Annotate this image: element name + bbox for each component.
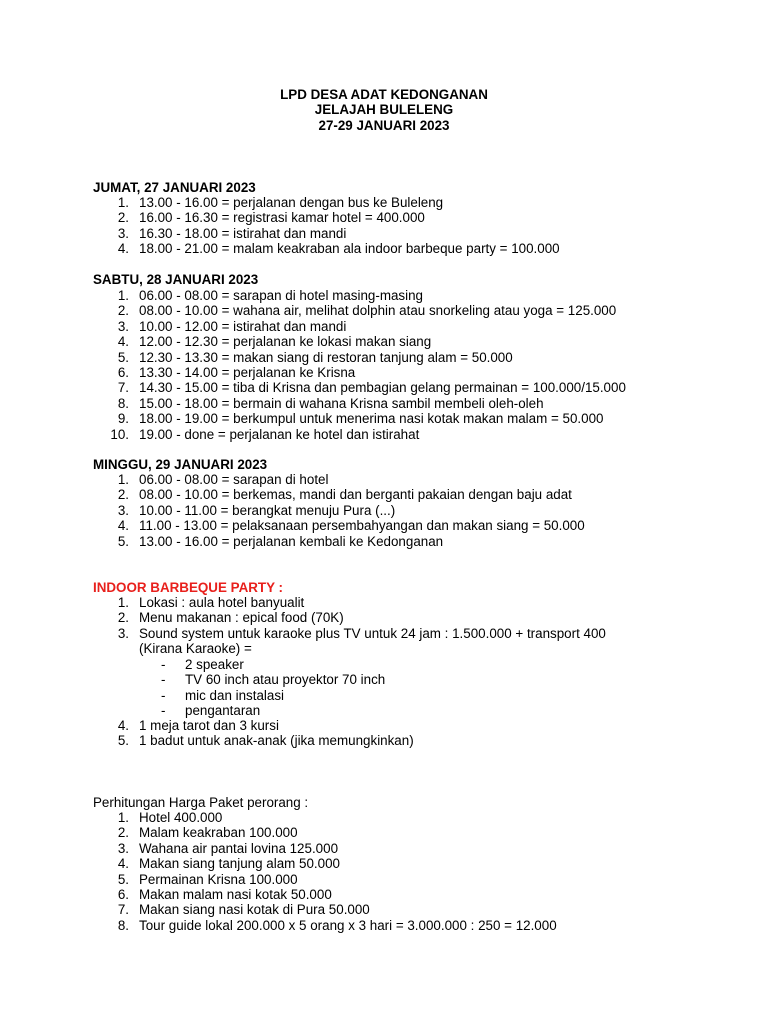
- list-text: 12.00 - 12.30 = perjalanan ke lokasi makan siang: [139, 334, 432, 350]
- list-text: 15.00 - 18.00 = bermain di wahana Krisna sambil membeli oleh-oleh: [139, 395, 544, 411]
- list-text: 18.00 - 21.00 = malam keakraban ala indoor barbeque party = 100.000: [139, 241, 560, 257]
- list-number: 8.: [117, 917, 129, 933]
- list-text: 06.00 - 08.00 = sarapan di hotel: [139, 472, 329, 487]
- list-text: Lokasi : aula hotel banyualit: [139, 595, 305, 610]
- list-number: 1.: [117, 472, 129, 487]
- list-number: 5.: [117, 733, 129, 749]
- list-number: 2.: [117, 610, 129, 626]
- list-text: 13.00 - 16.00 = perjalanan kembali ke Kedonganan: [139, 533, 444, 549]
- list-text: Makan malam nasi kotak 50.000: [139, 886, 332, 902]
- list-text: 10.00 - 12.00 = istirahat dan mandi: [139, 318, 347, 334]
- list-number: 5.: [117, 871, 129, 887]
- list-text: 08.00 - 10.00 = berkemas, mandi dan berganti pakaian dengan baju adat: [139, 487, 572, 503]
- list-text: Tour guide lokal 200.000 x 5 orang x 3 hari = 3.000.000 : 250 = 12.000: [139, 917, 557, 933]
- list-number: 5.: [117, 533, 129, 549]
- sublist-text: mic dan instalasi: [185, 687, 284, 703]
- list-text: 08.00 - 10.00 = wahana air, melihat dolphin atau snorkeling atau yoga = 125.000: [139, 303, 617, 319]
- list-text: 10.00 - 11.00 = berangkat menuju Pura (...): [139, 502, 396, 518]
- dash-bullet: -: [161, 672, 166, 688]
- list-number: 3.: [117, 318, 129, 334]
- list-text: 13.30 - 14.00 = perjalanan ke Krisna: [139, 364, 356, 380]
- list-number: 6.: [117, 886, 129, 902]
- list-number: 1.: [117, 288, 129, 303]
- list-number: 5.: [117, 349, 129, 365]
- list-number: 4.: [117, 718, 129, 733]
- sublist-text: pengantaran: [185, 703, 261, 719]
- list-text: Permainan Krisna 100.000: [139, 871, 298, 887]
- list-text: Makan siang nasi kotak di Pura 50.000: [139, 902, 370, 918]
- list-number: 4.: [117, 334, 129, 350]
- day-heading-sabtu: SABTU, 28 JANUARI 2023: [93, 272, 259, 287]
- list-number: 2.: [117, 825, 129, 841]
- list-number: 3.: [117, 225, 129, 241]
- list-number: 3.: [117, 840, 129, 856]
- list-text: 16.00 - 16.30 = registrasi kamar hotel = 400.000: [139, 210, 425, 226]
- list-text-continuation: (Kirana Karaoke) =: [139, 641, 252, 656]
- list-number: 1.: [117, 810, 129, 825]
- list-text: 12.30 - 13.30 = makan siang di restoran tanjung alam = 50.000: [139, 349, 513, 365]
- list-number: 3.: [117, 625, 129, 641]
- list-text: 1 meja tarot dan 3 kursi: [139, 718, 279, 733]
- list-number: 3.: [117, 502, 129, 518]
- list-number: 2.: [117, 303, 129, 319]
- list-number: 4.: [117, 241, 129, 257]
- list-text: 13.00 - 16.00 = perjalanan dengan bus ke Buleleng: [139, 195, 444, 210]
- list-text: Hotel 400.000: [139, 810, 223, 825]
- document-title: LPD DESA ADAT KEDONGANAN: [280, 87, 488, 102]
- list-text: 1 badut untuk anak-anak (jika memungkinkan): [139, 733, 414, 749]
- dash-bullet: -: [161, 703, 166, 719]
- list-text: 11.00 - 13.00 = pelaksanaan persembahyangan dan makan siang = 50.000: [139, 518, 585, 534]
- list-text: Wahana air pantai lovina 125.000: [139, 840, 339, 856]
- list-number: 4.: [117, 856, 129, 872]
- party-heading: INDOOR BARBEQUE PARTY :: [93, 580, 283, 595]
- dash-bullet: -: [161, 657, 166, 672]
- dash-bullet: -: [161, 687, 166, 703]
- list-text: 18.00 - 19.00 = berkumpul untuk menerima nasi kotak makan malam = 50.000: [139, 411, 604, 427]
- document-subtitle: JELAJAH BULELENG: [314, 102, 454, 117]
- list-number: 6.: [117, 364, 129, 380]
- list-number: 2.: [117, 210, 129, 226]
- list-number: 8.: [117, 395, 129, 411]
- list-text: Sound system untuk karaoke plus TV untuk 24 jam : 1.500.000 + transport 400: [139, 625, 606, 641]
- day-heading-jumat: JUMAT, 27 JANUARI 2023: [93, 180, 256, 195]
- list-number: 7.: [117, 902, 129, 918]
- list-number: 1.: [117, 595, 129, 610]
- list-number: 1.: [117, 195, 129, 210]
- list-text: 06.00 - 08.00 = sarapan di hotel masing-masing: [139, 288, 423, 303]
- document-date-range: 27-29 JANUARI 2023: [318, 118, 450, 133]
- sublist-text: 2 speaker: [185, 657, 244, 672]
- pricing-heading: Perhitungan Harga Paket perorang :: [93, 795, 309, 810]
- list-number: 9.: [117, 411, 129, 427]
- list-text: Makan siang tanjung alam 50.000: [139, 856, 340, 872]
- list-number: 2.: [117, 487, 129, 503]
- list-text: Malam keakraban 100.000: [139, 825, 298, 841]
- sublist-text: TV 60 inch atau proyektor 70 inch: [185, 672, 386, 688]
- list-text: 16.30 - 18.00 = istirahat dan mandi: [139, 225, 347, 241]
- day-heading-minggu: MINGGU, 29 JANUARI 2023: [93, 457, 268, 472]
- list-number: 7.: [117, 380, 129, 396]
- list-number: 4.: [117, 518, 129, 534]
- list-text: 19.00 - done = perjalanan ke hotel dan istirahat: [139, 426, 420, 442]
- list-number: 10.: [110, 426, 129, 442]
- list-text: Menu makanan : epical food (70K): [139, 610, 344, 626]
- list-text: 14.30 - 15.00 = tiba di Krisna dan pembagian gelang permainan = 100.000/15.000: [139, 380, 626, 396]
